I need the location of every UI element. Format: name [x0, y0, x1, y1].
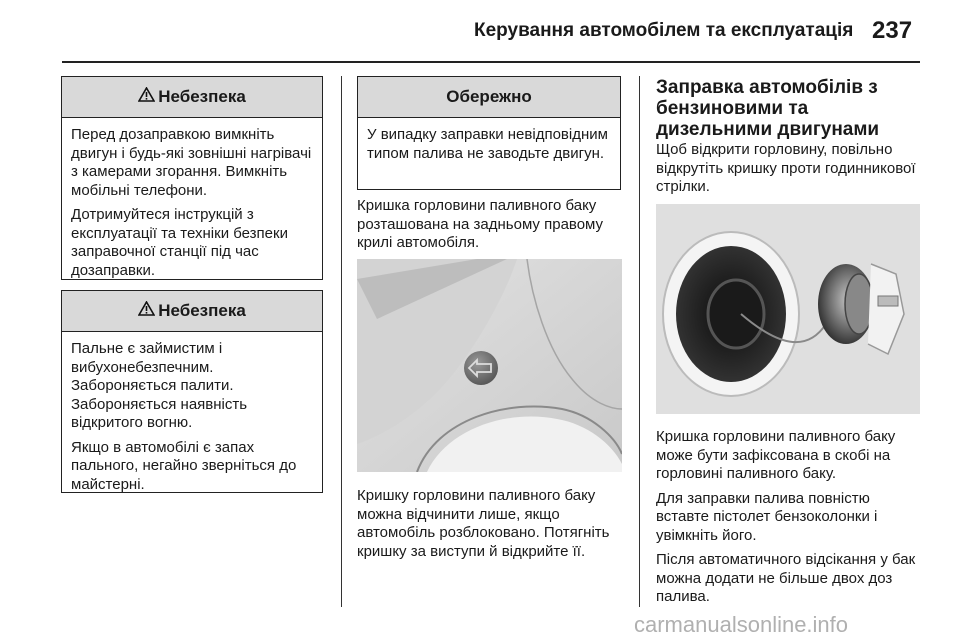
- warning-box-2-header: [62, 291, 322, 332]
- warning-box-2-title: Небезпека: [158, 301, 246, 320]
- warning-box-1: [61, 76, 323, 280]
- warning-triangle-icon: [138, 301, 155, 321]
- right-text-1: [656, 141, 926, 203]
- column-divider-1: [341, 76, 342, 607]
- right-para-4: Після автоматичного відсікання у бак можна додати не більше двох доз палива.: [656, 551, 916, 605]
- caution-box-para: У випадку заправки невідповідним типом палива не заводьте двигун.: [367, 126, 608, 162]
- header-rule: [62, 61, 920, 63]
- right-para-3: Для заправки палива повністю вставте пістолет бензоколонки і увімкніть його.: [656, 489, 878, 544]
- section-heading: Заправка автомобілів з бензиновими та дизельними двигунами: [656, 77, 880, 140]
- middle-para-2: Кришку горловини паливного баку можна відчинити лише, якщо автомобіль розблоковано. Потягніть кришку за виступи й відкрийте її.: [357, 487, 610, 560]
- warning-box-2: [61, 290, 323, 493]
- watermark: carmanualsonline.info: [634, 612, 849, 637]
- right-text-2: [656, 428, 926, 613]
- warning-box-2-para-1: Пальне є займистим і вибухонебезпечним. Забороняється палити. Забороняється наявність відкритого вогню.: [71, 340, 248, 431]
- middle-para-1: Кришка горловини паливного баку розташована на задньому правому крилі автомобіля.: [357, 197, 604, 251]
- warning-box-1-title: Небезпека: [158, 87, 246, 106]
- warning-triangle-icon: [138, 87, 155, 107]
- middle-text-2: [357, 487, 627, 567]
- page-header: [0, 0, 960, 60]
- warning-box-2-para-2: Якщо в автомобілі є запах пального, негайно зверніться до майстерні.: [71, 438, 297, 493]
- column-divider-2: [639, 76, 640, 607]
- right-para-1: Щоб відкрити горловину, повільно відкрутіть кришку проти годинникової стрілки.: [656, 141, 916, 195]
- warning-box-1-para-2: Дотримуйтеся інструкцій з експлуатації та техніки безпеки заправочної станції під час дозаправки.: [71, 206, 288, 279]
- page-number: 237: [872, 17, 913, 44]
- caution-box-title: Обережно: [446, 87, 532, 106]
- fuel-filler-image: [656, 204, 920, 414]
- warning-box-1-header: [62, 77, 322, 118]
- right-para-2: Кришка горловини паливного баку може бути зафіксована в скобі на горловині паливного баку.: [656, 428, 896, 482]
- middle-text-1: [357, 197, 627, 259]
- header-title: Керування автомобілем та експлуатація: [474, 20, 854, 41]
- fuel-flap-image: [357, 259, 622, 472]
- caution-box-header: [358, 77, 620, 118]
- warning-box-1-para-1: Перед дозаправкою вимкніть двигун і будь-які зовнішні нагрівачі з камерами згорання. Вимкніть мобільні телефони.: [71, 126, 312, 199]
- caution-box: [357, 76, 621, 190]
